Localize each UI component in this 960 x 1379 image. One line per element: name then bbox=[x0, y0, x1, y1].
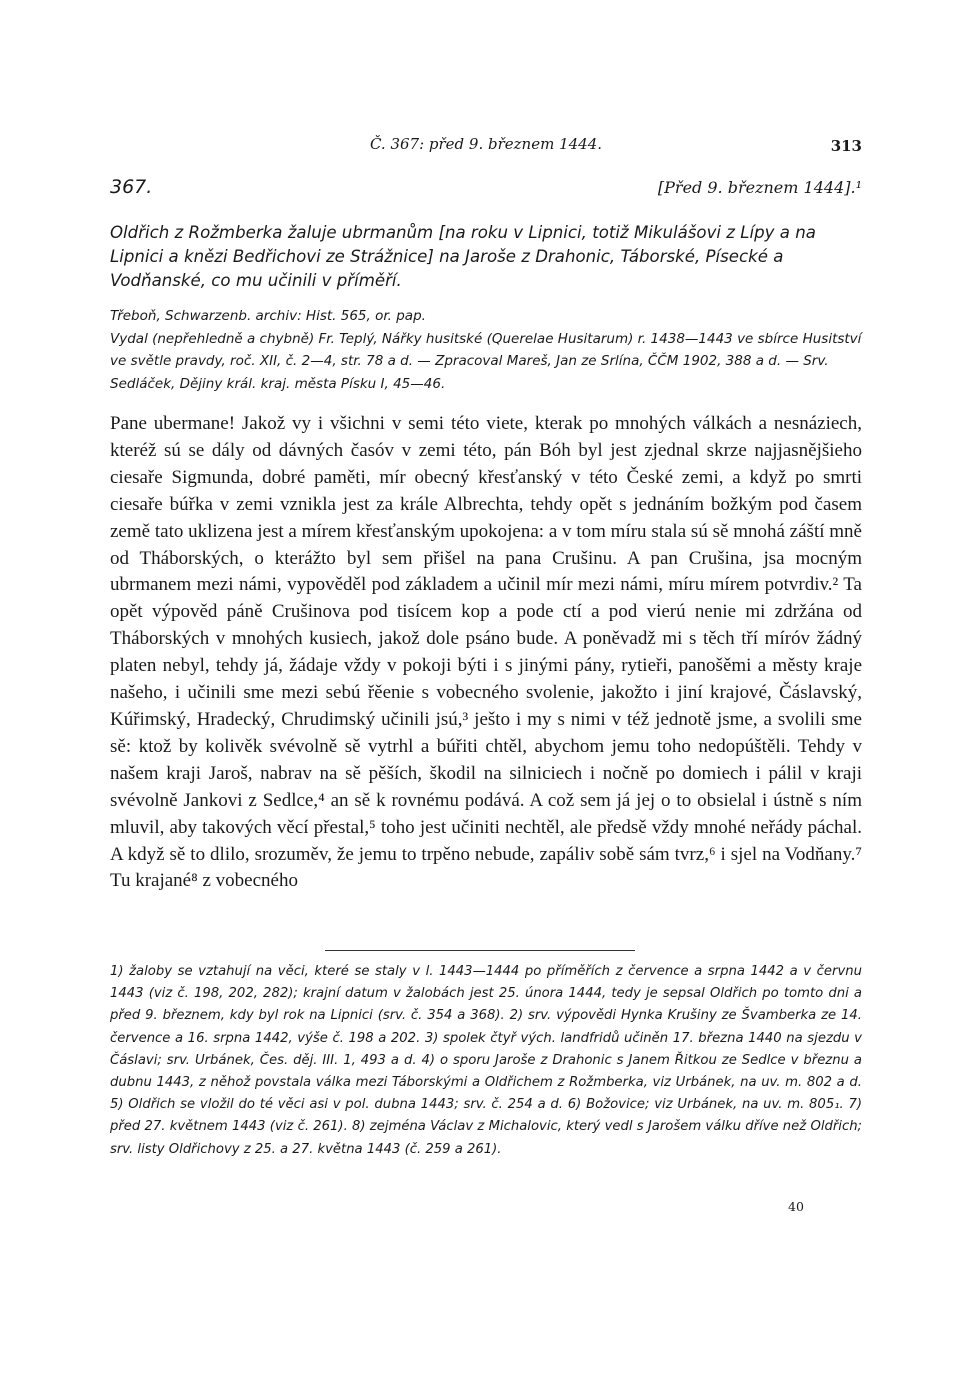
regest-summary: Oldřich z Rožmberka žaluje ubrmanům [na roku v Lipnici, totiž Mikulášovi z Lípy a na Lipnici a knězi Bedřichovi ze Strážnice] na Jaroše z Drahonic, Táborské, Písecké a Vodňanské, co mu učinili v příměří. bbox=[110, 223, 816, 290]
signature-mark: 40 bbox=[788, 1199, 804, 1214]
entry-date: [Před 9. březnem 1444].¹ bbox=[657, 178, 862, 197]
letter-body bbox=[110, 411, 862, 895]
bibliography bbox=[110, 305, 862, 395]
running-head bbox=[110, 135, 862, 161]
footnote-text: 1) žaloby se vztahují na věci, které se staly v l. 1443—1444 po příměřích z července a srpna 1442 a v červnu 1443 (viz č. 198, 202, 282); krajní datum v žalobách jest 25. února 1444, tedy je sepsal Oldřich po tomto dni a před 9. březnem, kdy byl rok na Lipnici (srv. č. 354 a 368). 2) srv. výpovědi Hynka Krušiny ze Švamberka ze 14. července a 16. srpna 1442, výše č. 198 a 202. 3) spolek čtyř vých. landfridů učiněn 17. března 1440 na sjezdu v Čáslavi; srv. Urbánek, Čes. děj. III. 1, 493 a d. 4) o sporu Jaroše z Drahonic s Janem Řitkou ze Sedlce v březnu a dubnu 1443, z něhož povstala válka mezi Táborskými a Oldřichem z Rožmberka, viz Urbánek, na uv. m. 802 a d. 5) Oldřich se vložil do té věci asi v pol. dubna 1443; srv. č. 254 a d. 6) Božovice; viz Urbánek, na uv. m. 805₁. 7) před 27. květnem 1443 (viz č. 261). 8) zejména Václav z Michalovic, který vedl s Jarošem válku dříve než Oldřich; srv. listy Oldřichovy z 25. a 27. května 1443 (č. 259 a 261). bbox=[110, 964, 862, 1157]
running-head-title: Č. 367: před 9. březnem 1444. bbox=[369, 135, 603, 153]
entry-number: 367. bbox=[110, 176, 153, 198]
letter-paragraph: Pane ubermane! Jakož vy i všichni v semi této viete, kterak po mnohých válkách a nesnáziech, kteréž sú se dály od dávných časóv v zemi této, pán Bóh byl jest zjednal skrze najjasnějšieho ciesaře Sigmunda, dobré paměti, mír obecný křesťanský v této České zemi, a když po smrti ciesaře búřka v zemi vznikla jest za krále Albrechta, tehdy opět s jednáním božkým pod časem země tato uklizena jest a mírem křesťanským upokojena: a v tom míru stala sú sě mnohá záští mně od Tháborských, o kterážto byl sem přišel na pana Crušinu. A pan Crušina, jsa mocným ubrmanem mezi námi, vypověděl pod základem a učinil mír mezi námi, míru mírem potvrdiv.² Ta opět výpověd páně Crušinova pod tisícem kop a pode ctí a pod vierú nenie mi zdržána od Tháborských v mnohých kusiech, jakož dole psáno bude. A poněvadž mi s těch tří míróv žádný platen nebyl, tehdy já, žádaje vždy v pokoji býti i s jinými pány, rytieři, panošěmi a městy kraje našeho, i učinili sme mezi sebú řěenie s vobecného svolenie, jakožto i jiní krajové, Čáslavský, Kúřimský, Hradecký, Chrudimský učinili jsú,³ ješto i my s nimi v též jednotě jsme, a svolili sme sě: ktož by kolivěk svévolně sě vytrhl a búřiti chtěl, abychom jemu toho nedopúštěli. Tehdy v našem kraji Jaroš, nabrav na sě pěších, škodil na silniciech i nočně po domiech i pálil v kraji svévolně Jankovi z Sedlce,⁴ an sě k rovnému podává. A což sem já jej o to obsielal i ústně s ním mluvil, aby takových věcí přestal,⁵ toho jest učiniti nechtěl, ale předsě vždy mnohé neřády páchal. A když sě to dlilo, srozuměv, že jemu to trpěno nebude, zapáliv sobě sám tvrz,⁶ i sjel na Vodňany.⁷ Tu krajané⁸ z vobecného bbox=[110, 413, 862, 892]
footnotes bbox=[110, 961, 862, 1161]
page-number: 313 bbox=[830, 137, 862, 155]
entry-header bbox=[110, 176, 862, 204]
archive-reference: Třeboň, Schwarzenb. archiv: Hist. 565, or. pap. bbox=[110, 308, 426, 324]
edition-reference: Vydal (nepřehledně a chybně) Fr. Teplý, Nářky husitské (Querelae Husitarum) r. 1438—1443 ve sbírce Husitství ve světle pravdy, roč. XII, č. 2—4, str. 78 a d. — Zpracoval Mareš, Jan ze Srlína, ČČM 1902, 388 a d. — Srv. Sedláček, Dějiny král. kraj. města Písku I, 45—46. bbox=[110, 330, 862, 392]
footnote-divider bbox=[325, 950, 635, 951]
